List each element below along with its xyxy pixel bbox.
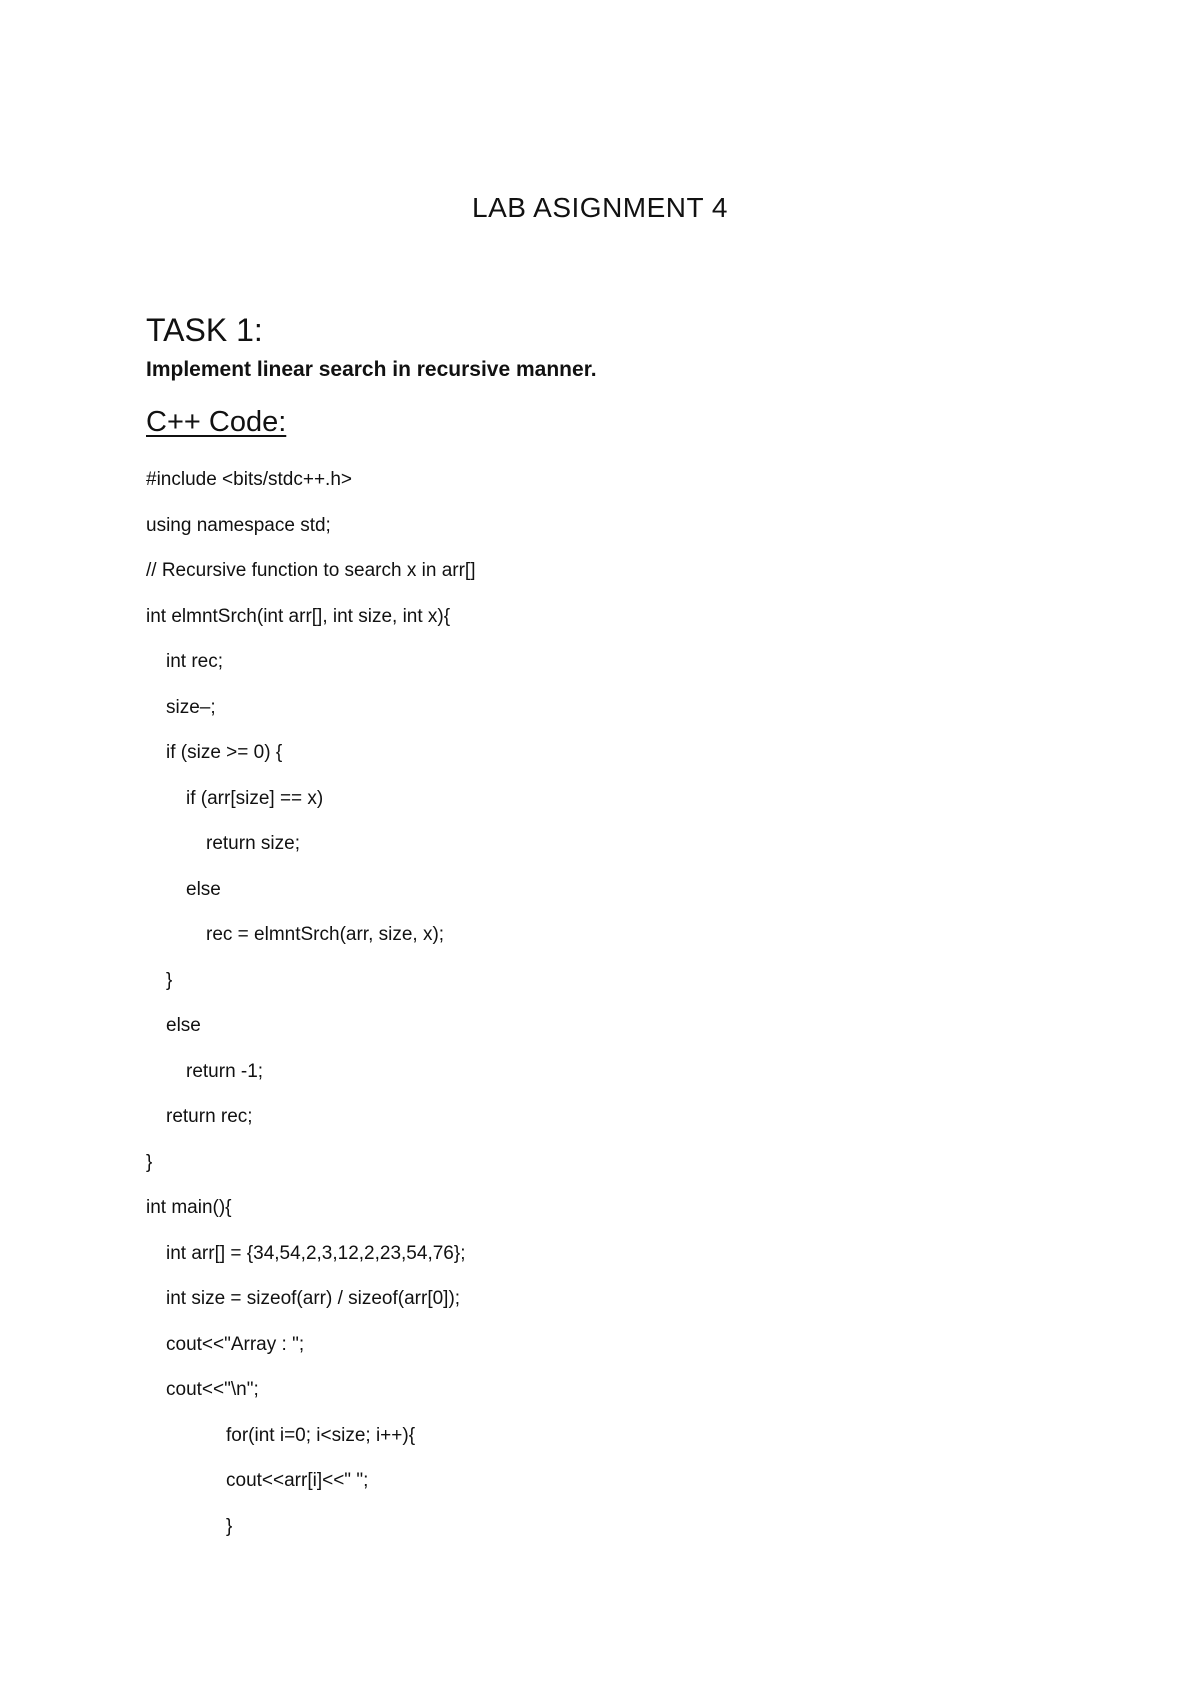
code-line: } [226,1515,233,1537]
code-line: int arr[] = {34,54,2,3,12,2,23,54,76}; [166,1242,466,1264]
code-line: if (arr[size] == x) [186,787,324,809]
code-line: return size; [206,833,300,854]
code-line: for(int i=0; i<size; i++){ [226,1424,416,1446]
code-line: int main(){ [146,1197,232,1218]
code-line: return -1; [186,1060,264,1082]
code-line: cout<<"\n"; [166,1379,259,1400]
code-line: else [166,1015,201,1036]
code-line: if (size >= 0) { [166,742,283,763]
code-line: rec = elmntSrch(arr, size, x); [206,924,445,945]
code-line: } [166,969,173,991]
code-line: #include <bits/stdc++.h> [146,469,352,490]
code-line: else [186,878,221,900]
code-block [146,465,1126,1557]
code-heading: C++ Code: [146,406,287,438]
task-heading: TASK 1: [146,312,263,348]
code-line: cout<<"Array : "; [166,1333,305,1355]
code-line: int size = sizeof(arr) / sizeof(arr[0]); [166,1288,461,1309]
code-line: using namespace std; [146,514,331,536]
code-line: // Recursive function to search x in arr[] [146,560,476,581]
document-title: LAB ASIGNMENT 4 [472,192,728,223]
code-line: int elmntSrch(int arr[], int size, int x){ [146,605,451,627]
task-description: Implement linear search in recursive manner. [146,358,597,381]
code-line: return rec; [166,1106,253,1127]
code-line: int rec; [166,651,224,672]
code-line: size–; [166,696,216,718]
code-line: } [146,1151,153,1173]
code-line: cout<<arr[i]<<" "; [226,1470,369,1491]
